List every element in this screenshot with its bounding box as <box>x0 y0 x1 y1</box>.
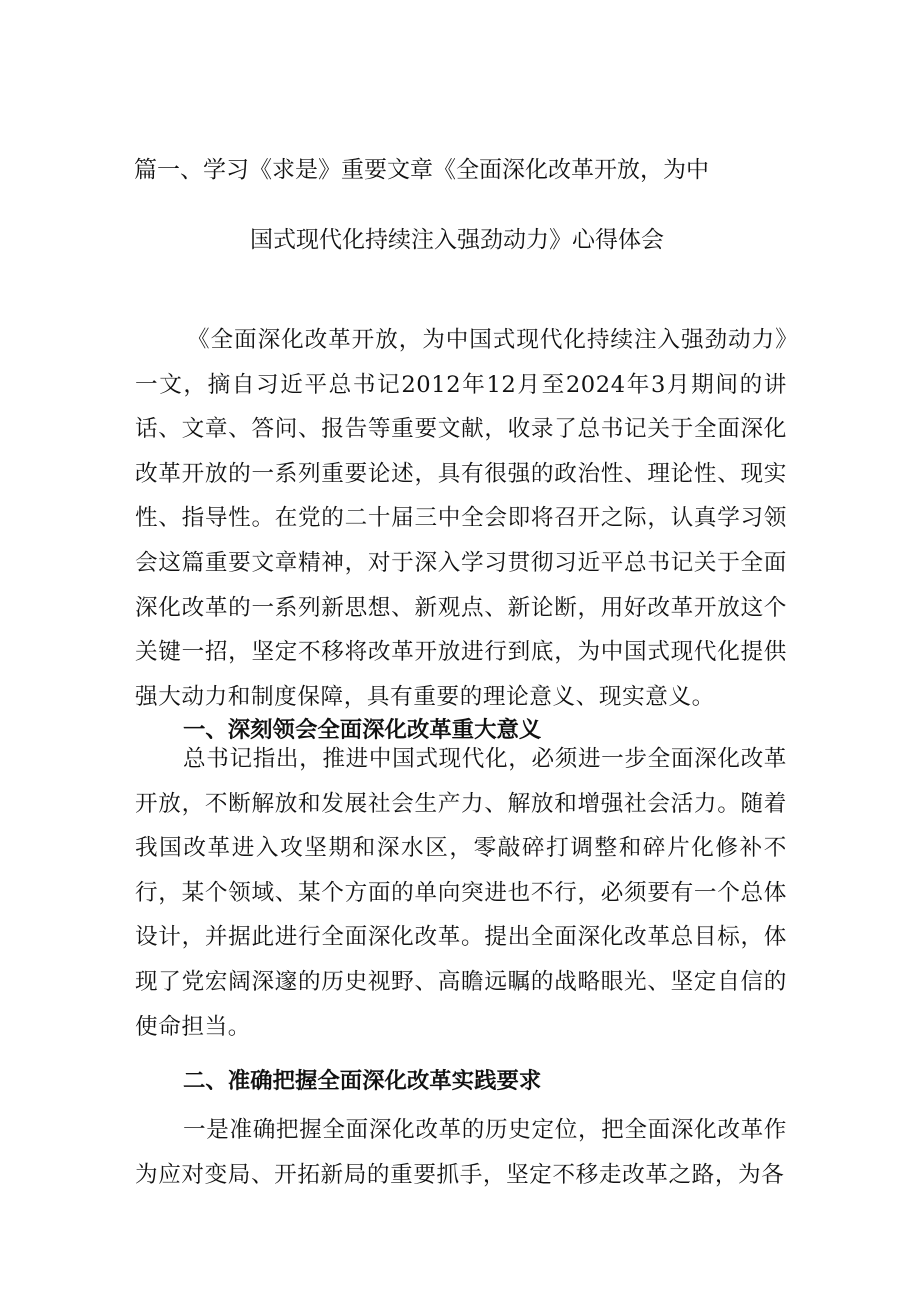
section-1-paragraph: 总书记指出，推进中国式现代化，必须进一步全面深化改革开放，不断解放和发展社会生产力、解放和增强社会活力。随着我国改革进入攻坚期和深水区，零敲碎打调整和碎片化修补不行，某个领域、某个方面的单向突进也不行，必须要有一个总体设计，并据此进行全面深化改革。提出全面深化改革总目标，体现了党宏阔深邃的历史视野、高瞻远瞩的战略眼光、坚定自信的使命担当。 <box>135 746 787 1040</box>
section-heading-2: 二、准确把握全面深化改革实践要求 <box>183 1068 542 1094</box>
document-title-line-2: 国式现代化持续注入强劲动力》心得体会 <box>250 227 664 253</box>
section-2-paragraph: 一是准确把握全面深化改革的历史定位，把全面深化改革作为应对变局、开拓新局的重要抓手，坚定不移走改革之路，为各 <box>135 1117 787 1188</box>
document-title-line-1: 篇一、学习《求是》重要文章《全面深化改革开放，为中 <box>134 157 709 183</box>
intro-paragraph: 《全面深化改革开放，为中国式现代化持续注入强劲动力》一文，摘自习近平总书记2012年12月至2024年3月期间的讲话、文章、答问、报告等重要文献，收录了总书记关于全面深化改革开放的一系列重要论述，具有很强的政治性、理论性、现实性、指导性。在党的二十届三中全会即将召开之际，认真学习领会这篇重要文章精神，对于深入学习贯彻习近平总书记关于全面深化改革的一系列新思想、新观点、新论断，用好改革开放这个关键一招，坚定不移将改革开放进行到底，为中国式现代化提供强大动力和制度保障，具有重要的理论意义、现实意义。 <box>135 327 787 710</box>
section-heading-1: 一、深刻领会全面深化改革重大意义 <box>183 717 542 743</box>
